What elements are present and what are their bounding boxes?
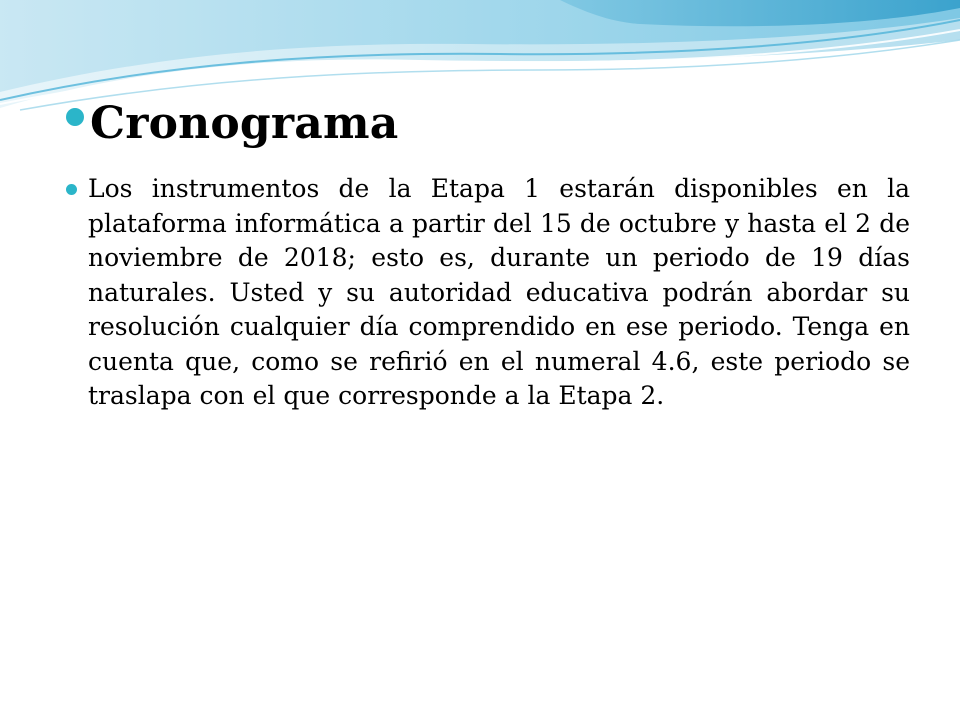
- slide-content: [62, 88, 910, 414]
- body-bullet-icon: [66, 184, 77, 195]
- slide-title: Cronograma: [90, 98, 399, 149]
- body-bullet-item: [62, 172, 910, 414]
- body-paragraph: Los instrumentos de la Etapa 1 estarán disponibles en la plataforma informática a partir del 15 de octubre y hasta el 2 de noviembre de 2018; esto es, durante un periodo de 19 días naturales. Usted y su autoridad educativa podrán abordar su resolución cualquier día comprendido en ese periodo. Tenga en cuenta que, como se refirió en el numeral 4.6, este periodo se traslapa con el que corresponde a la Etapa 2.: [88, 174, 910, 410]
- title-bullet-icon: [66, 108, 84, 126]
- title-row: [62, 88, 910, 160]
